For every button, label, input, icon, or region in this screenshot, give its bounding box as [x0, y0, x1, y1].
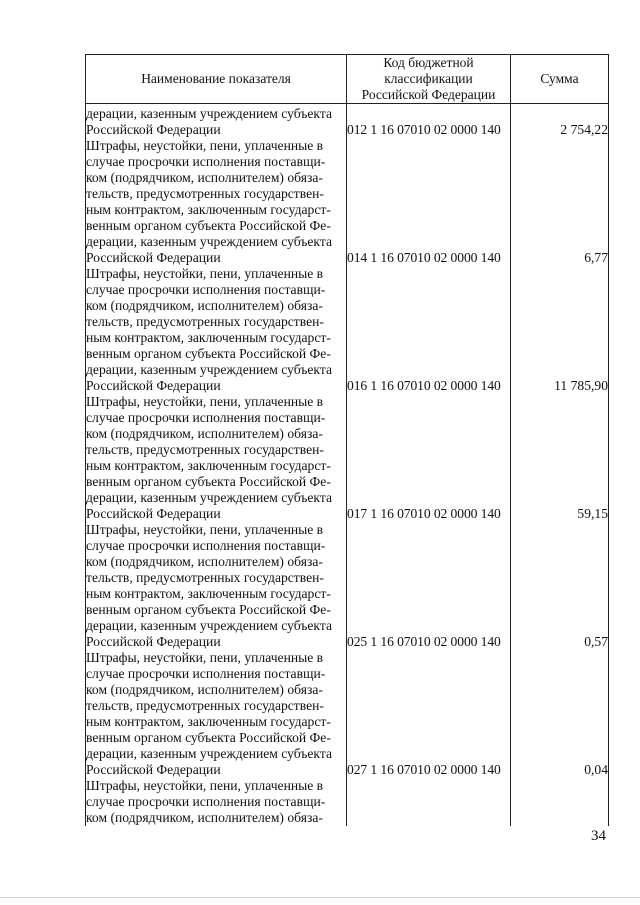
header-sum: Сумма — [511, 55, 609, 104]
sum-cell: 0,57 — [511, 634, 609, 762]
sum-cell: 11 785,90 — [511, 378, 609, 506]
sum-cell: 2 754,22 — [511, 122, 609, 250]
indicator-name-cell: Российской Федерации Штрафы, неустойки, пени, уплаченные в случае просрочки исполнения поставщи- ком (подрядчиком, исполнителем) обяза- тельств, предусмотренных государствен- ным контрактом, заключенным государст- венным органом субъекта Российской Фе- дерации, казенным учреждением субъекта — [86, 506, 347, 634]
sum-cell: 59,15 — [511, 506, 609, 634]
table-row — [86, 378, 609, 506]
budget-table — [85, 54, 609, 826]
table-row-lead — [86, 104, 609, 123]
budget-code-cell: 025 1 16 07010 02 0000 140 — [347, 634, 511, 762]
table-row — [86, 122, 609, 250]
budget-code-cell: 017 1 16 07010 02 0000 140 — [347, 506, 511, 634]
table-row — [86, 250, 609, 378]
header-budget-code: Код бюджетной классификации Российской Федерации — [347, 55, 511, 104]
row-lead-text: дерации, казенным учреждением субъекта — [86, 104, 347, 123]
indicator-name-cell: Российской Федерации Штрафы, неустойки, пени, уплаченные в случае просрочки исполнения поставщи- ком (подрядчиком, исполнителем) обяза- тельств, предусмотренных государствен- ным контрактом, заключенным государст- венным органом субъекта Российской Фе- дерации, казенным учреждением субъекта — [86, 378, 347, 506]
indicator-name-cell: Российской Федерации Штрафы, неустойки, пени, уплаченные в случае просрочки исполнения поставщи- ком (подрядчиком, исполнителем) обяза- тельств, предусмотренных государствен- ным контрактом, заключенным государст- венным органом субъекта Российской Фе- дерации, казенным учреждением субъекта — [86, 634, 347, 762]
indicator-name-cell: Российской Федерации Штрафы, неустойки, пени, уплаченные в случае просрочки исполнения поставщи- ком (подрядчиком, исполнителем) обяза- тельств, предусмотренных государствен- ным контрактом, заключенным государст- венным органом субъекта Российской Фе- дерации, казенным учреждением субъекта — [86, 122, 347, 250]
table-row — [86, 506, 609, 634]
sum-cell: 0,04 — [511, 762, 609, 826]
budget-code-cell: 016 1 16 07010 02 0000 140 — [347, 378, 511, 506]
indicator-name-cell: Российской Федерации Штрафы, неустойки, пени, уплаченные в случае просрочки исполнения поставщи- ком (подрядчиком, исполнителем) обяза- — [86, 762, 347, 826]
scan-edge-line — [0, 897, 640, 898]
header-indicator-name: Наименование показателя — [86, 55, 347, 104]
budget-code-cell: 027 1 16 07010 02 0000 140 — [347, 762, 511, 826]
budget-code-cell: 014 1 16 07010 02 0000 140 — [347, 250, 511, 378]
sum-cell: 6,77 — [511, 250, 609, 378]
table-header-row — [86, 55, 609, 104]
indicator-name-cell: Российской Федерации Штрафы, неустойки, пени, уплаченные в случае просрочки исполнения поставщи- ком (подрядчиком, исполнителем) обяза- тельств, предусмотренных государствен- ным контрактом, заключенным государст- венным органом субъекта Российской Фе- дерации, казенным учреждением субъекта — [86, 250, 347, 378]
budget-code-cell: 012 1 16 07010 02 0000 140 — [347, 122, 511, 250]
table-row — [86, 634, 609, 762]
page-number: 34 — [591, 828, 606, 844]
table-row — [86, 762, 609, 826]
